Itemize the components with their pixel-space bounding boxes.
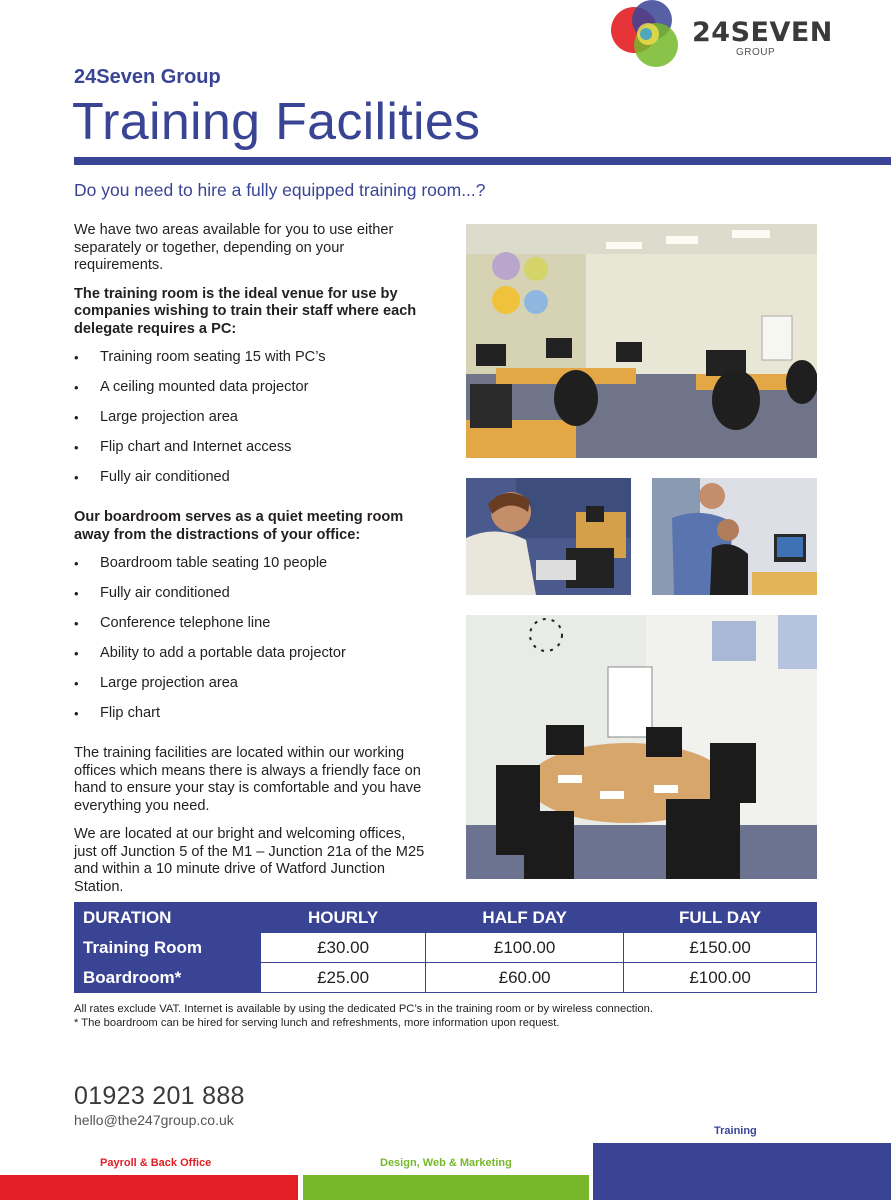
full-day-rate: £100.00 bbox=[624, 963, 817, 993]
location-paragraph: We are located at our bright and welcoming offices, just off Junction 5 of the M1 – Junction 21a of the M25 and within a 10 minute drive of Watford Junction Station. bbox=[74, 826, 425, 895]
list-item: • Training room seating 15 with PC’s bbox=[74, 349, 426, 379]
boardroom-note: * The boardroom can be hired for serving lunch and refreshments, more information upon request. bbox=[74, 1017, 560, 1029]
trainer-with-delegate-photo bbox=[652, 478, 817, 595]
boardroom-photo bbox=[466, 615, 817, 879]
list-item: • Boardroom table seating 10 people bbox=[74, 555, 426, 585]
title-divider bbox=[74, 157, 891, 165]
facilities-paragraph: The training facilities are located within our working offices which means there is always a friendly face on hand to ensure your stay is comfortable and you have everything you need. bbox=[74, 745, 422, 814]
list-item: • Flip chart bbox=[74, 705, 426, 735]
boardroom-features bbox=[74, 555, 426, 735]
column-header-half-day: HALF DAY bbox=[426, 903, 624, 933]
footer-label-training: Training bbox=[714, 1125, 757, 1137]
body-text-column bbox=[74, 222, 426, 907]
rates-footnotes bbox=[74, 1002, 653, 1030]
boardroom-heading: Our boardroom serves as a quiet meeting room away from the distractions of your office: bbox=[74, 509, 404, 543]
page-title: Training Facilities bbox=[72, 93, 481, 151]
row-label: Training Room bbox=[75, 933, 261, 963]
half-day-rate: £100.00 bbox=[426, 933, 624, 963]
column-header-duration: DURATION bbox=[75, 903, 261, 933]
list-item: • Fully air conditioned bbox=[74, 469, 426, 499]
logo-subtext: GROUP bbox=[736, 47, 776, 58]
column-header-hourly: HOURLY bbox=[261, 903, 426, 933]
rates-table bbox=[74, 902, 817, 993]
hourly-rate: £30.00 bbox=[261, 933, 426, 963]
logo-wordmark: 24SEVEN bbox=[692, 17, 833, 48]
table-row bbox=[75, 963, 817, 993]
logo-circles-icon bbox=[608, 0, 688, 72]
hourly-rate: £25.00 bbox=[261, 963, 426, 993]
row-label: Boardroom* bbox=[75, 963, 261, 993]
list-item: • Ability to add a portable data projector bbox=[74, 645, 426, 675]
table-header-row bbox=[75, 903, 817, 933]
training-room-photo bbox=[466, 224, 817, 458]
page-subtitle: Do you need to hire a fully equipped training room...? bbox=[74, 180, 486, 200]
footer-bar-green bbox=[303, 1175, 589, 1200]
phone-number[interactable]: 01923 201 888 bbox=[74, 1082, 245, 1110]
table-row bbox=[75, 933, 817, 963]
training-room-features bbox=[74, 349, 426, 499]
full-day-rate: £150.00 bbox=[624, 933, 817, 963]
half-day-rate: £60.00 bbox=[426, 963, 624, 993]
list-item: • Conference telephone line bbox=[74, 615, 426, 645]
list-item: • A ceiling mounted data projector bbox=[74, 379, 426, 409]
list-item: • Large projection area bbox=[74, 409, 426, 439]
vat-note: All rates exclude VAT. Internet is available by using the dedicated PC’s in the training room or by wireless connection. bbox=[74, 1003, 653, 1015]
footer-label-design: Design, Web & Marketing bbox=[380, 1157, 512, 1169]
company-logo bbox=[608, 0, 833, 72]
footer-label-payroll: Payroll & Back Office bbox=[100, 1157, 212, 1169]
delegates-at-pc-photo bbox=[466, 478, 631, 595]
footer-bar-red bbox=[0, 1175, 298, 1200]
list-item: • Fully air conditioned bbox=[74, 585, 426, 615]
training-room-heading: The training room is the ideal venue for use by companies wishing to train their staff where each delegate requires a PC: bbox=[74, 285, 417, 337]
company-name: 24Seven Group bbox=[74, 66, 221, 88]
email-address[interactable]: hello@the247group.co.uk bbox=[74, 1112, 234, 1128]
list-item: • Large projection area bbox=[74, 675, 426, 705]
intro-paragraph: We have two areas available for you to use either separately or together, depending on your requirements. bbox=[74, 222, 394, 273]
footer-bar-blue bbox=[593, 1143, 891, 1200]
list-item: • Flip chart and Internet access bbox=[74, 439, 426, 469]
column-header-full-day: FULL DAY bbox=[624, 903, 817, 933]
